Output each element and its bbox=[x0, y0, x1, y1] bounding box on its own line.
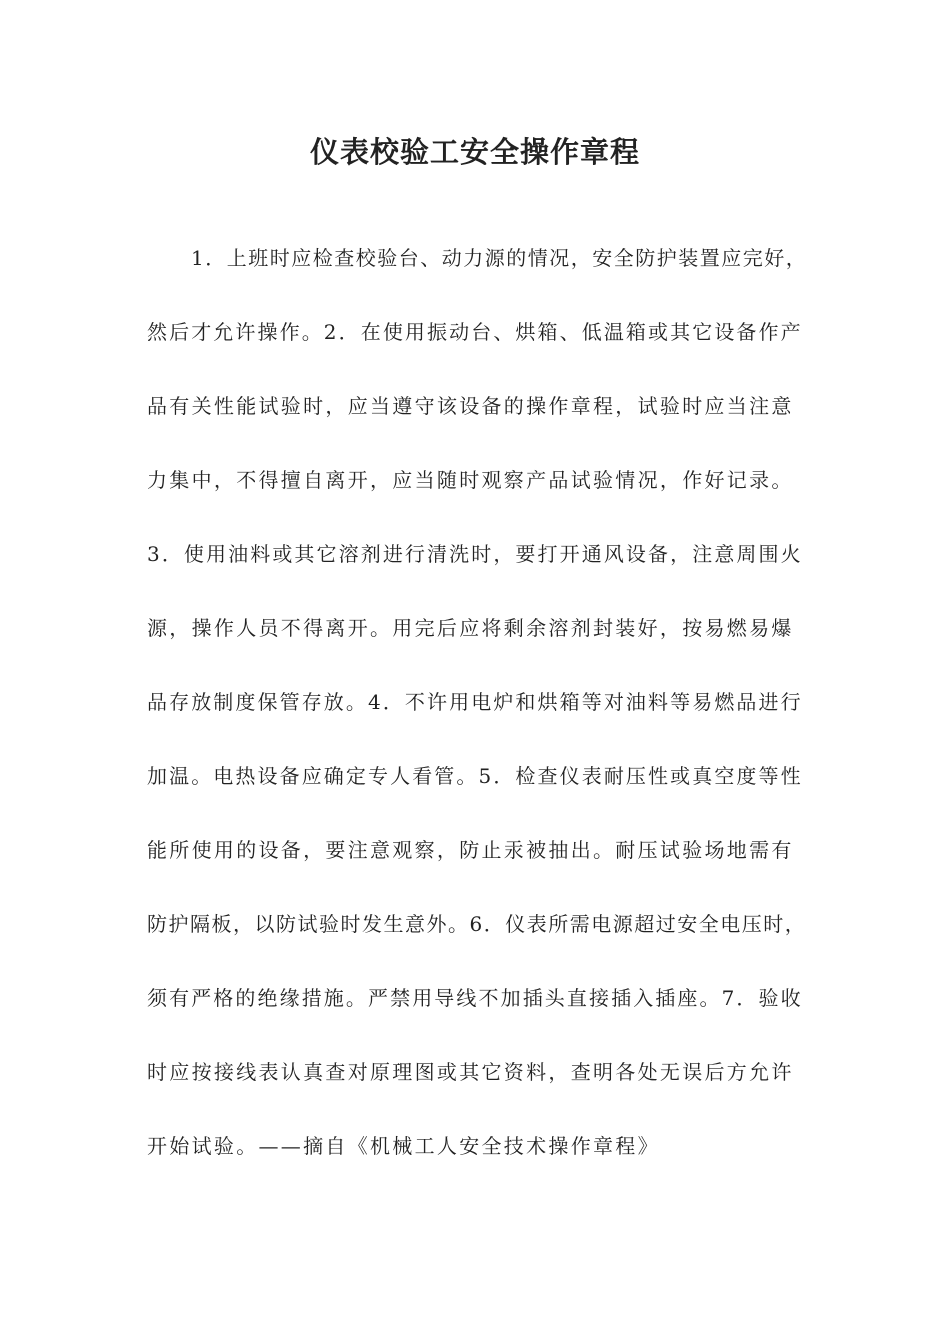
body-line: 能所使用的设备，要注意观察，防止汞被抽出。耐压试验场地需有 bbox=[147, 838, 794, 862]
body-line: 品存放制度保管存放。4．不许用电炉和烘箱等对油料等易燃品进行 bbox=[147, 690, 803, 714]
body-line: 1．上班时应检查校验台、动力源的情况，安全防护装置应完好， bbox=[191, 246, 808, 270]
document-title: 仪表校验工安全操作章程 bbox=[309, 135, 640, 169]
body-line: 开始试验。——摘自《机械工人安全技术操作章程》 bbox=[147, 1134, 660, 1158]
body-line: 然后才允许操作。2．在使用振动台、烘箱、低温箱或其它设备作产 bbox=[147, 320, 803, 344]
body-line: 品有关性能试验时，应当遵守该设备的操作章程，试验时应当注意 bbox=[147, 394, 794, 418]
body-line: 须有严格的绝缘措施。严禁用导线不加插头直接插入插座。7．验收 bbox=[147, 986, 803, 1010]
document-body bbox=[147, 238, 807, 1200]
body-line: 防护隔板，以防试验时发生意外。6．仪表所需电源超过安全电压时， bbox=[147, 912, 807, 936]
body-line: 源，操作人员不得离开。用完后应将剩余溶剂封装好，按易燃易爆 bbox=[147, 616, 794, 640]
body-line: 时应按接线表认真查对原理图或其它资料，查明各处无误后方允许 bbox=[147, 1060, 794, 1084]
body-line: 力集中，不得擅自离开，应当随时观察产品试验情况，作好记录。 bbox=[147, 468, 794, 492]
body-line: 加温。电热设备应确定专人看管。5．检查仪表耐压性或真空度等性 bbox=[147, 764, 803, 788]
body-line: 3．使用油料或其它溶剂进行清洗时，要打开通风设备，注意周围火 bbox=[147, 542, 803, 566]
